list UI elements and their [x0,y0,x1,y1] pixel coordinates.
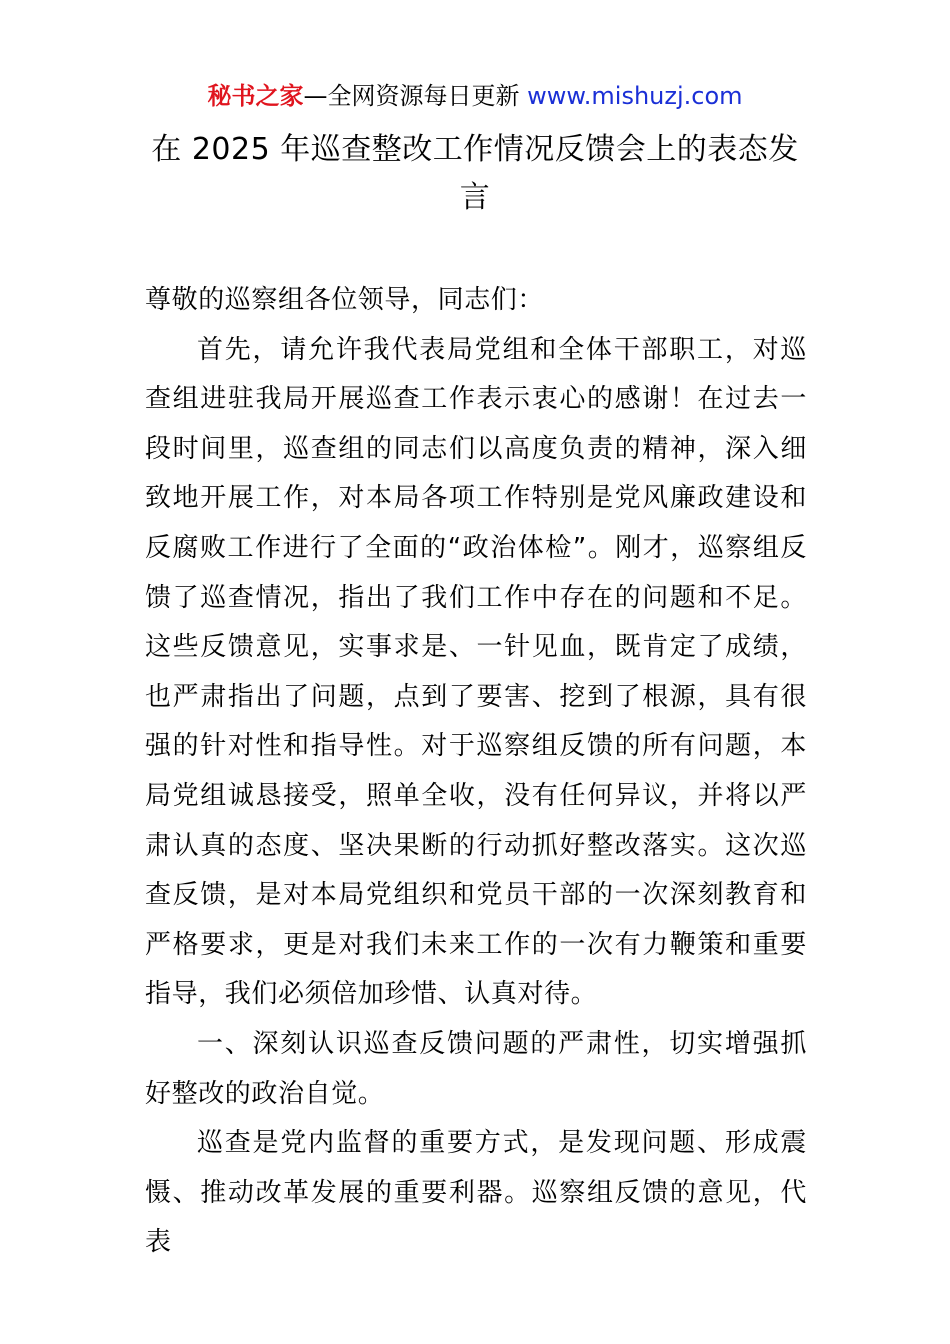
site-url-link[interactable]: www.mishuzj.com [527,82,743,110]
paragraph-section-1: 巡查是党内监督的重要方式，是发现问题、形成震慑、推动改革发展的重要利器。巡察组反馈的意见，代表 [145,1128,807,1258]
document-body [145,276,807,1268]
paragraph-intro: 首先，请允许我代表局党组和全体干部职工，对巡查组进驻我局开展巡查工作表示衷心的感谢！在过去一段时间里，巡查组的同志们以高度负责的精神，深入细致地开展工作，对本局各项工作特别是党风廉政建设和反腐败工作进行了全面的“政治体检”。刚才，巡察组反馈了巡查情况，指出了我们工作中存在的问题和不足。这些反馈意见，实事求是、一针见血，既肯定了成绩，也严肃指出了问题，点到了要害、挖到了根源，具有很强的针对性和指导性。对于巡察组反馈的所有问题，本局党组诚恳接受，照单全收，没有任何异议，并将以严肃认真的态度、坚决果断的行动抓好整改落实。这次巡查反馈，是对本局党组织和党员干部的一次深刻教育和严格要求，更是对我们未来工作的一次有力鞭策和重要指导，我们必须倍加珍惜、认真对待。 [145,334,807,1010]
salutation: 尊敬的巡察组各位领导，同志们： [145,285,545,315]
site-brand: 秘书之家 [207,82,304,110]
section-heading-1: 一、深刻认识巡查反馈问题的严肃性，切实增强抓好整改的政治自觉。 [145,1028,807,1109]
document-title: 在 2025 年巡查整改工作情况反馈会上的表态发言 [151,132,799,215]
site-tagline: —全网资源每日更新 [303,82,528,110]
site-header [0,80,950,112]
